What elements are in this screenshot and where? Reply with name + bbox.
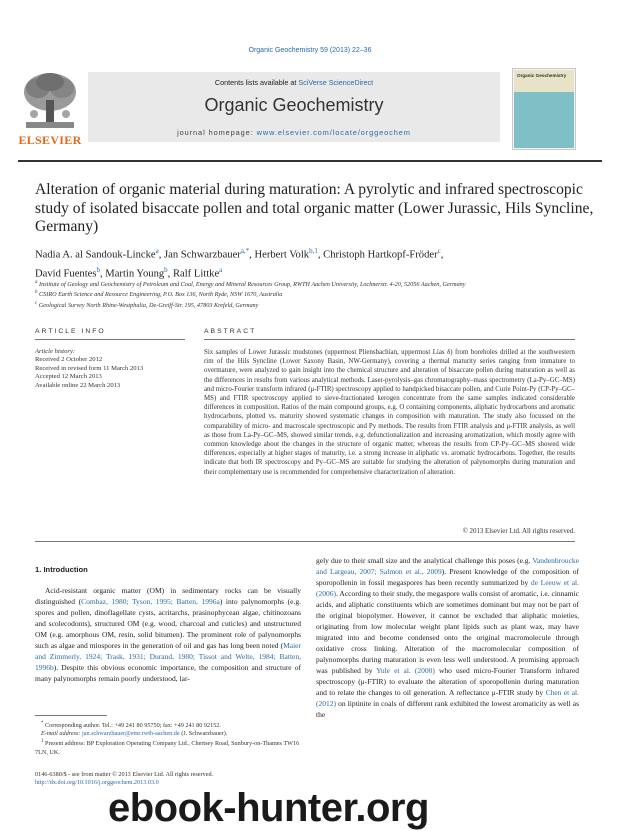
citation-link[interactable]: de Leeuw et al. (2006) [316, 578, 579, 598]
authors-line-1 [35, 244, 595, 263]
footnote-item [35, 738, 301, 756]
footnote-mark: 1 [41, 739, 44, 745]
author-affiliation-mark[interactable]: b [164, 265, 168, 274]
abstract-copyright: © 2013 Elsevier Ltd. All rights reserved. [462, 528, 575, 535]
publisher-name: ELSEVIER [18, 133, 82, 147]
article-history [35, 348, 185, 390]
abstract-rule [204, 339, 575, 340]
affiliation-mark: b [35, 290, 38, 296]
contents-line [88, 78, 500, 87]
author-affiliation-mark[interactable]: c [437, 247, 441, 255]
watermark: ebook-hunter.org [108, 786, 429, 830]
author-separator: , [158, 249, 165, 261]
abstract-bottom-rule [35, 541, 575, 542]
article-info-heading: ARTICLE INFO [35, 328, 106, 335]
history-item: Available online 22 March 2013 [35, 381, 121, 389]
journal-title: Organic Geochemistry [204, 95, 384, 115]
intro-column-1 [35, 585, 301, 684]
history-item: Accepted 12 March 2013 [35, 373, 102, 381]
sciencedirect-link[interactable]: SciVerse ScienceDirect [298, 78, 374, 87]
issn-line: 0146-6380/$ - see front matter © 2013 Elsevier Ltd. All rights reserved. [35, 771, 214, 778]
affiliation-item [35, 300, 595, 310]
author-affiliation-mark[interactable]: b [96, 265, 100, 274]
email-link[interactable]: jan.schwarzbauer@emr.rwth-aachen.de [82, 730, 180, 738]
author-name: Martin Young [105, 268, 165, 280]
author-affiliation-mark[interactable]: b,1 [309, 247, 318, 255]
citation-link[interactable]: Maier and Zimmerly, 1924; Trask, 1931; Durand, 1980; Tissot and Welte, 1984; Batten, 1996b [35, 641, 301, 672]
author-name: Christoph Hartkopf-Fröder [323, 249, 438, 261]
affiliation-text: CSIRO Earth Science and Resource Engineering, P.O. Box 136, North Ryde, NSW 1670, Australia [37, 291, 283, 299]
author-name: Nadia A. al Sandouk-Lincke [35, 249, 156, 261]
body-text: . According to their study, the megaspore walls consist of aromatic, i.e. cinnamic acids, and aliphatic constituents which are sometimes dominant but may not be part of the original biopolymer. However, it cannot be excluded that aliphatic moieties, originating from low molecular weight plant lipids such as plant wax, may have migrated into and become condensed onto the original macromolecule through oxidative cross linking. Alteration of the macromolecular composition of palynomorphs during maturation is even less well understood. A promising approach was published by [316, 589, 579, 675]
author-separator: , [317, 249, 324, 261]
body-text: on liptinite in coals of different rank exhibited the lowest aromaticity as well as the [316, 699, 579, 719]
homepage-line [88, 128, 500, 137]
doi-link[interactable]: http://dx.doi.org/10.1016/j.orggeochem.2013.03.0 [35, 779, 159, 787]
author-affiliation-mark[interactable]: a [219, 265, 223, 274]
footnotes [35, 720, 301, 757]
body-text: Acid-resistant organic matter (OM) in sedimentary rocks can be visually distinguished ( [35, 586, 301, 606]
author-separator: , [440, 249, 444, 261]
citation-link[interactable]: Vandenbroucke and Largeau, 2007; Salmon et al., 2009 [316, 556, 579, 576]
affiliation-mark: c [35, 300, 38, 306]
footnote-rule [35, 715, 107, 716]
author-separator: , [249, 249, 255, 261]
history-item: Received 2 October 2012 [35, 356, 103, 364]
affiliation-text: Institute of Geology and Geochemistry of Petroleum and Coal, Energy and Mineral Resources Group, RWTH Aachen University, Lochnerstr. 4-20, 52056 Aachen, Germany [37, 281, 466, 289]
body-text: ). Despite this obvious economic importance, the composition and structure of many palynomorphs remain poorly understood, lar- [35, 663, 301, 683]
author-affiliation-mark[interactable]: a,* [240, 247, 250, 255]
article-title: Alteration of organic material during maturation: A pyrolytic and infrared spectroscopic study of isolated bisaccate pollen and total organic matter (Lower Jurassic, Hils Syncline, Germany) [35, 181, 594, 235]
history-item: Received in revised form 11 March 2013 [35, 364, 144, 372]
author-affiliation-mark[interactable]: a [155, 247, 159, 255]
journal-cover-thumbnail [512, 68, 576, 150]
homepage-link[interactable]: www.elsevier.com/locate/orggeochem [256, 128, 411, 137]
footnote-text: (J. Schwarzbauer). [179, 730, 228, 738]
body-text: who used micro-Fourier Transform infrared spectroscopy (μ-FTIR) to evaluate the alteration of sporopollenin during maturation and to relate the changes to oil generation. A reflectance μ-FTIR study by [316, 666, 579, 697]
footnote-item [35, 720, 301, 730]
running-head[interactable]: Organic Geochemistry 59 (2013) 22–36 [248, 47, 372, 54]
footnote-text: E-mail address: [41, 730, 83, 738]
citation-link[interactable]: Combaz, 1980; Tyson, 1995; Batten, 1996a [81, 597, 220, 606]
affiliation-mark: a [35, 280, 38, 285]
contents-prefix: Contents lists available at [214, 78, 299, 87]
citation-link[interactable]: Chen et al. (2012) [316, 688, 579, 708]
author-separator: , [167, 268, 173, 280]
author-separator: , [100, 268, 106, 280]
header-rule [18, 160, 602, 162]
article-info-rule [35, 339, 185, 340]
footnote-text: Corresponding author. Tel.: +49 241 80 95750; fax: +49 241 80 92152. [43, 722, 221, 730]
body-text: ). Present knowledge of the composition of sporopollenin in fossil megaspores has been recently summarized by [316, 567, 579, 587]
author-name: David Fuentes [35, 268, 97, 280]
footnote-mark: * [41, 721, 44, 726]
affiliation-item [35, 289, 595, 299]
affiliation-text: Geological Survey North Rhine-Westphalia, De-Greiff-Str. 195, 47803 Krefeld, Germany [37, 301, 259, 309]
intro-column-2 [316, 555, 579, 720]
intro-heading: 1. Introduction [35, 565, 88, 574]
affiliations [35, 279, 595, 310]
cover-art [514, 92, 574, 148]
abstract-text: Six samples of Lower Jurassic mudstones (uppermost Pliensbachian, uppermost Lias δ) from boreholes drilled at the southwestern rim of the Hils Syncline (Lower Saxony Basin, NW-Germany), covering a thermal maturity series ranging from immature to overmature, were analyzed to gain insight into the chemical structure and alteration of bisaccate pollen during maturation as well as the differences in results from various analytical methods. Laser-pyrolysis–gas chromatography–mass spectrometry (La-Py–GC–MS) and micro-Fourier transform infrared (μ-FTIR) spectroscopy applied to handpicked bisaccate pollen, and Curie Point-Py (CP-Py–GC–MS) and FTIR spectroscopy applied to sieve-fractionated kerogen concentrate from the same samples indicated considerable differences in composition. Ratios of the main compound groups, e.g. O containing components, aliphatic hydrocarbons and aromatic hydrocarbons, plotted vs. maturity showed systematic changes in composition with maturation. The study also focussed on the comparability of micro- and macroscale spectroscopic and Py methods. The results from FTIR analysis and μ-FTIR analysis, as well as those from La-Py–GC–MS, showed similar trends, e.g. defunctionalization and increasing aromatization, which mostly agree with common knowledge about the changes in the structure of organic matter, whereas the results from CP-Py–GC–MS showed wide differences, especially at higher stages of maturity, i.e. a strong increase in aliphatic vs. aromatic hydrocarbons. Together, the results indicate that both IR spectroscopy and Py–GC–MS are suitable for studying the alteration of palynomorphs during maturation and their complementary use is recommended for comprehensive characterization of alteration. [204, 349, 575, 476]
authors [35, 244, 595, 281]
homepage-prefix: journal homepage: [177, 128, 257, 137]
body-text: ) into palynomorphs (e.g. spores and pollen, dinoflagellate cysts, acritarchs, prasinophycean algae, chitinozoans and scolecodonts), structured OM (e.g. wood, charcoal and cuticles) and unstructured OM (e.g. amorphous OM, resin, solid bitumen). The prominent role of palynomorphs such as algae and miospores in the generation of oil and gas has long been noted ( [35, 597, 301, 650]
abstract-heading: ABSTRACT [204, 328, 257, 335]
history-label: Article history: [35, 348, 76, 355]
affiliation-item [35, 279, 595, 289]
citation-link[interactable]: Yule et al. (2000) [376, 666, 435, 675]
cover-title: Organic Geochemistry [517, 73, 567, 78]
author-name: Herbert Volk [254, 249, 310, 261]
author-name: Ralf Littke [172, 268, 220, 280]
author-name: Jan Schwarzbauer [164, 249, 241, 261]
footnote-text: Present address: BP Exploration Operating Company Ltd., Chertsey Road, Sunbury-on-Thames TW16 7LN, UK. [35, 740, 300, 756]
body-text: gely due to their small size and the analytical challenge this poses (e.g. [316, 556, 533, 565]
footnote-item [35, 730, 301, 738]
